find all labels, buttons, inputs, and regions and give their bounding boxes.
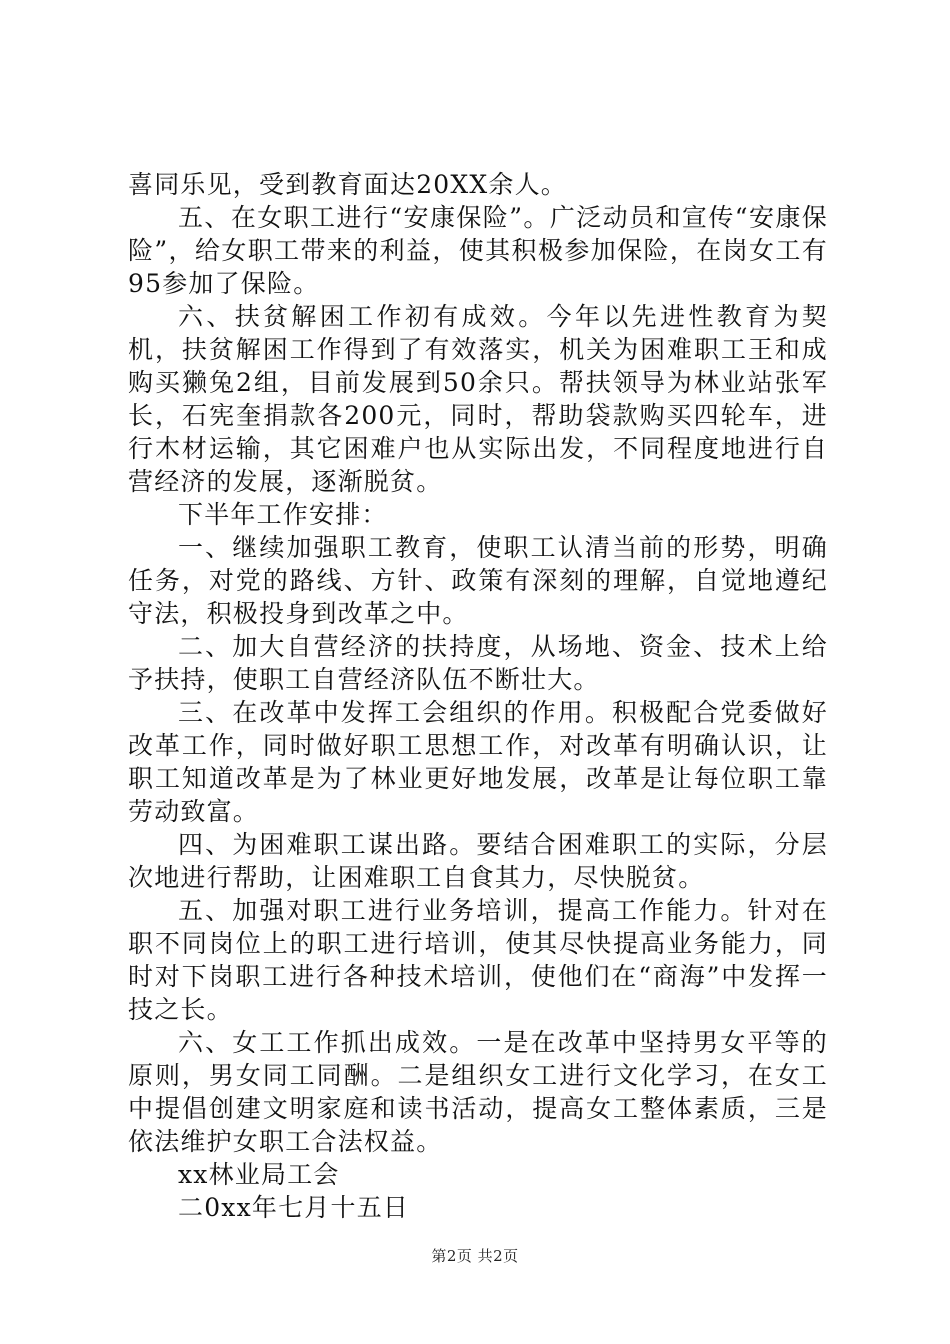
paragraph: 六、扶贫解困工作初有成效。今年以先进性教育为契机，扶贫解困工作得到了有效落实，机关为困难职工王和成购买獭兔2组，目前发展到50余只。帮扶领导为林业站张军长，石宪奎捐款各200元，同时，帮助袋款购买四轮车，进行木材运输，其它困难户也从实际出发，不同程度地进行自营经济的发展，逐渐脱贫。 [128,302,828,496]
paragraph: 四、为困难职工谋出路。要结合困难职工的实际，分层次地进行帮助，让困难职工自食其力，尽快脱贫。 [128,830,828,892]
signature-date: 二0xx年七月十五日 [178,1193,410,1222]
paragraph: 六、女工工作抓出成效。一是在改革中坚持男女平等的原则，男女同工同酬。二是组织女工进行文化学习，在女工中提倡创建文明家庭和读书活动，提高女工整体素质，三是依法维护女职工合法权益。 [128,1028,828,1156]
document-body [128,168,828,1224]
paragraph: 二、加大自营经济的扶持度，从场地、资金、技术上给予扶持，使职工自营经济队伍不断壮大。 [128,632,828,694]
section-heading: 下半年工作安排： [178,500,388,529]
signature-organization: xx林业局工会 [178,1160,340,1189]
paragraph: 三、在改革中发挥工会组织的作用。积极配合党委做好改革工作，同时做好职工思想工作，对改革有明确认识，让职工知道改革是为了林业更好地发展，改革是让每位职工靠劳动致富。 [128,698,828,826]
paragraph: 五、加强对职工进行业务培训，提高工作能力。针对在职不同岗位上的职工进行培训，使其尽快提高业务能力，同时对下岗职工进行各种技术培训，使他们在“商海”中发挥一技之长。 [128,896,828,1024]
paragraph: 一、继续加强职工教育，使职工认清当前的形势，明确任务，对党的路线、方针、政策有深刻的理解，自觉地遵纪守法，积极投身到改革之中。 [128,533,828,628]
paragraph: 喜同乐见，受到教育面达20XX余人。 [128,170,568,199]
page-footer: 第2页 共2页 [431,1247,519,1265]
paragraph: 五、在女职工进行“安康保险”。广泛动员和宣传“安康保险”，给女职工带来的利益，使其积极参加保险，在岗女工有95参加了保险。 [128,203,828,298]
